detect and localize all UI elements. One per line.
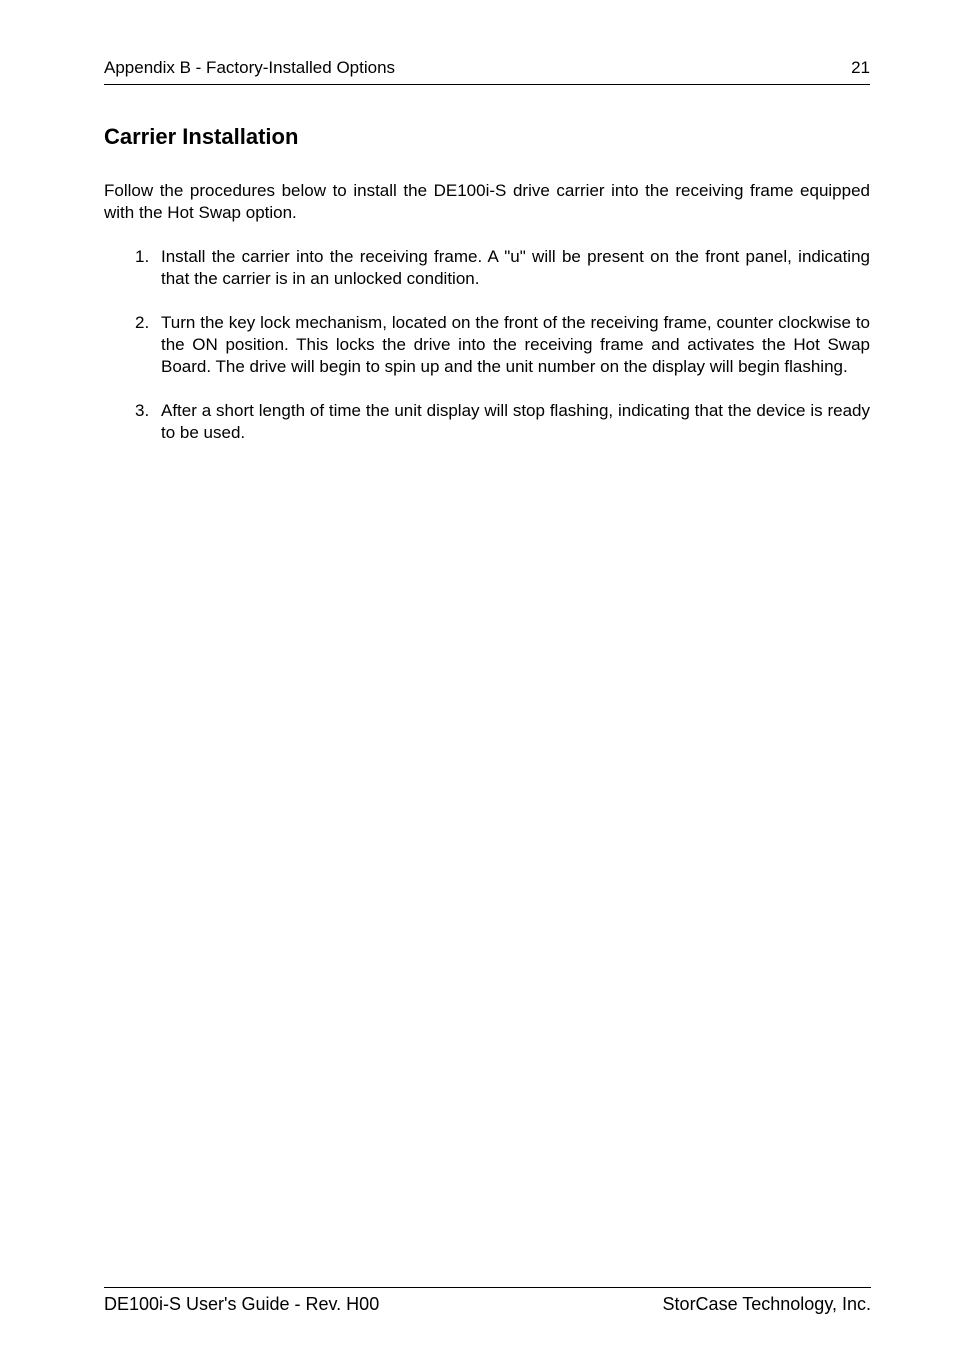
step-number: 1. — [135, 247, 150, 266]
list-item — [104, 246, 870, 290]
list-item — [104, 312, 870, 378]
step-text: Turn the key lock mechanism, located on the front of the receiving frame, counter clockwise to the ON position. This locks the drive into the receiving frame and activates the Hot Swap Board. The drive will begin to spin up and the unit number on the display will begin flashing. — [161, 313, 870, 376]
page-header — [104, 58, 870, 85]
step-number: 3. — [135, 401, 150, 420]
header-page-number: 21 — [851, 58, 870, 77]
list-item — [104, 400, 870, 444]
header-section-title: Appendix B - Factory-Installed Options — [104, 58, 396, 77]
footer-document-title: DE100i-S User's Guide - Rev. H00 — [104, 1294, 380, 1314]
step-number: 2. — [135, 313, 150, 332]
intro-paragraph: Follow the procedures below to install the DE100i-S drive carrier into the receiving frame equipped with the Hot Swap option. — [104, 181, 870, 222]
step-text: After a short length of time the unit display will stop flashing, indicating that the device is ready to be used. — [161, 401, 870, 442]
section-title: Carrier Installation — [104, 124, 299, 149]
footer-company-name: StorCase Technology, Inc. — [662, 1294, 871, 1314]
step-text: Install the carrier into the receiving frame. A "u" will be present on the front panel, indicating that the carrier is in an unlocked condition. — [161, 247, 870, 288]
page-footer — [104, 1287, 871, 1318]
procedure-steps — [104, 246, 870, 466]
